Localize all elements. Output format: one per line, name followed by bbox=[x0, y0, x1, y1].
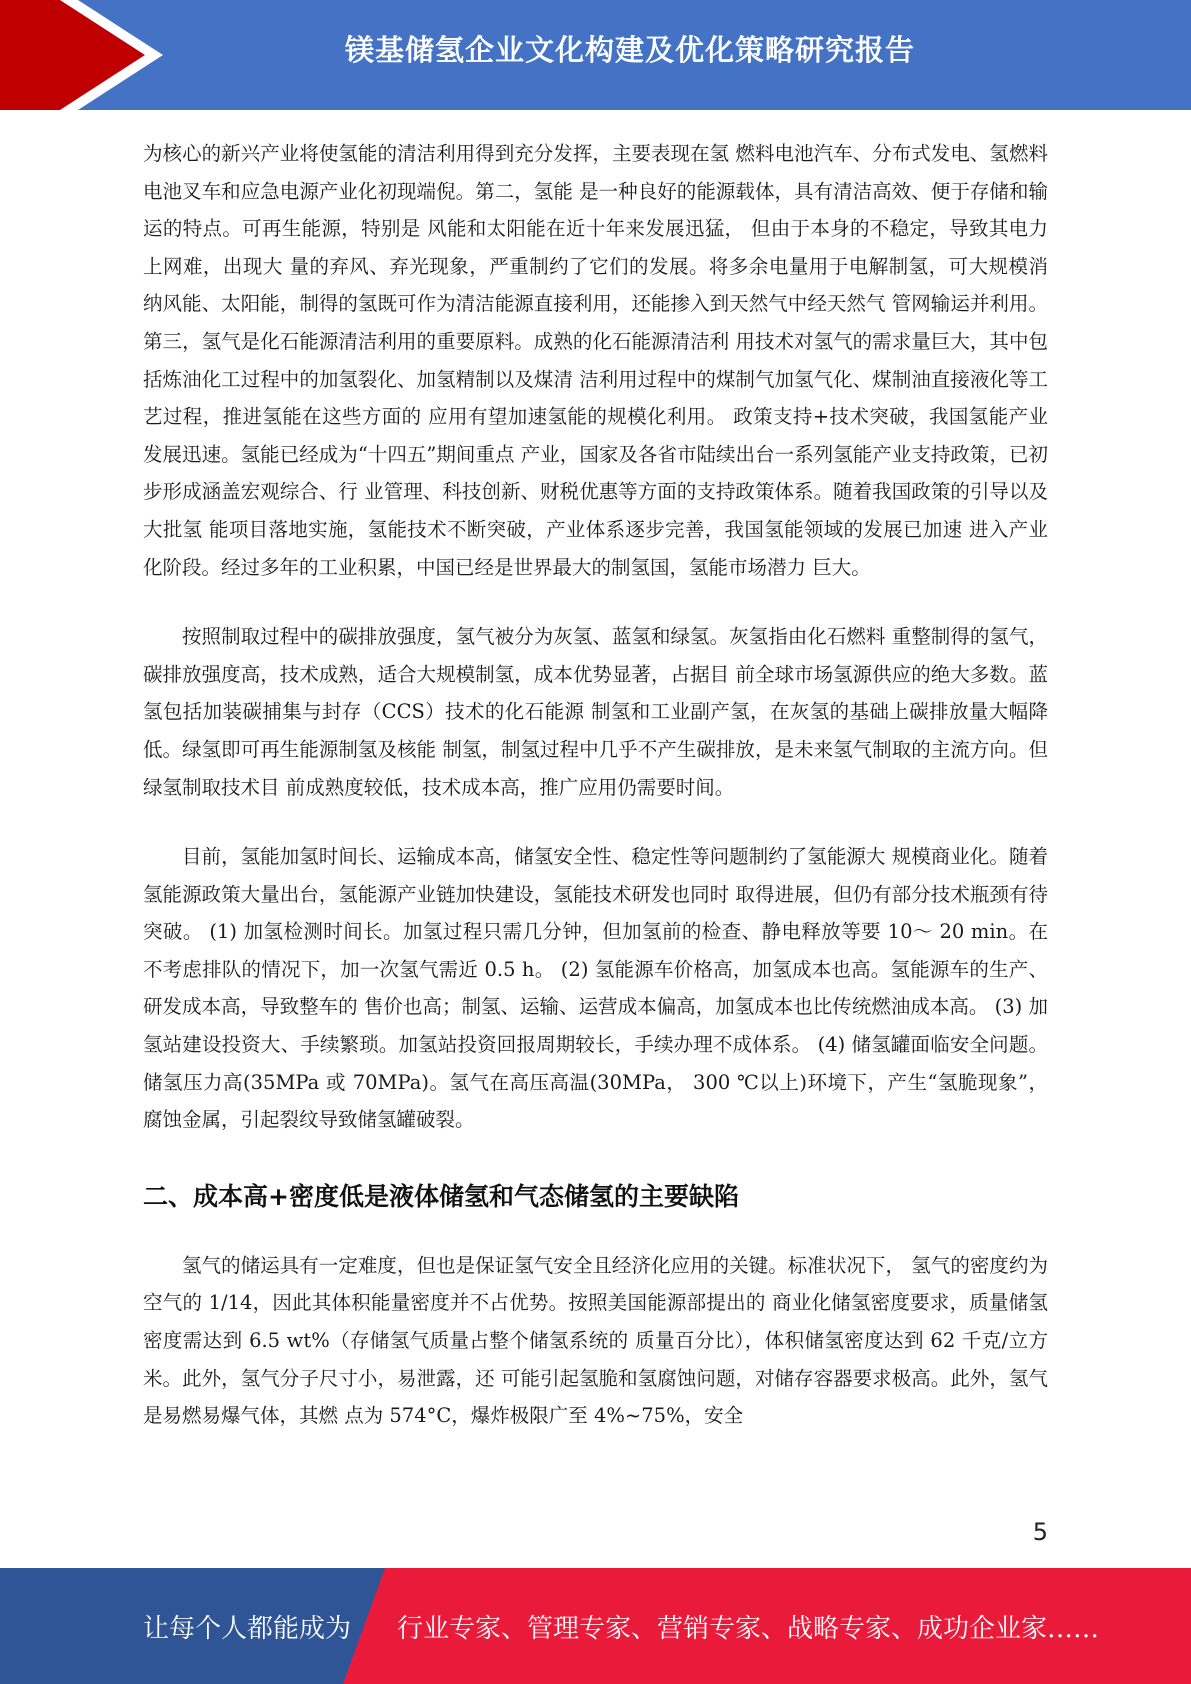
document-title: 镁基储氢企业文化构建及优化策略研究报告 bbox=[344, 33, 915, 67]
footer-slogan-right: 行业专家、管理专家、营销专家、战略专家、成功企业家…… bbox=[397, 1614, 1100, 1644]
body-paragraph-3: 目前，氢能加氢时间长、运输成本高，储氢安全性、稳定性等问题制约了氢能源大 规模商业化。随着氢能源政策大量出台，氢能源产业链加快建设，氢能技术研发也同时 取得进展，但仍有部分技术瓶颈有待突破。 (1) 加氢检测时间长。加氢过程只需几分钟，但加氢前的检查、静电释放等要 10～ 20 min。在不考虑排队的情况下，加一次氢气需近 0.5 h。 (2) 氢能源车价格高，加氢成本也高。氢能源车的生产、研发成本高，导致整车的 售价也高；制氢、运输、运营成本偏高，加氢成本也比传统燃油成本高。 (3) 加氢站建设投资大、手续繁琐。加氢站投资回报周期较长，手续办理不成体系。 (4) 储氢罐面临安全问题。储氢压力高(35MPa 或 70MPa)。氢气在高压高温(30MPa， 300 ℃以上)环境下，产生“氢脆现象”，腐蚀金属，引起裂纹导致储氢罐破裂。 bbox=[143, 845, 1048, 1132]
footer-slogan-left: 让每个人都能成为 bbox=[143, 1614, 352, 1644]
body-paragraph-2: 按照制取过程中的碳排放强度，氢气被分为灰氢、蓝氢和绿氢。灰氢指由化石燃料 重整制得的氢气，碳排放强度高，技术成熟，适合大规模制氢，成本优势显著，占据目 前全球市场氢源供应的绝大多数。蓝氢包括加装碳捕集与封存（CCS）技术的化石能源 制氢和工业副产氢，在灰氢的基础上碳排放量大幅降低。绿氢即可再生能源制氢及核能 制氢，制氢过程中几乎不产生碳排放，是未来氢气制取的主流方向。但绿氢制取技术目 前成熟度较低，技术成本高，推广应用仍需要时间。 bbox=[143, 625, 1048, 799]
document-body bbox=[143, 135, 1048, 1435]
body-paragraph-1: 为核心的新兴产业将使氢能的清洁利用得到充分发挥，主要表现在氢 燃料电池汽车、分布式发电、氢燃料电池叉车和应急电源产业化初现端倪。第二，氢能 是一种良好的能源载体，具有清洁高效、便于存储和输运的特点。可再生能源，特别是 风能和太阳能在近十年来发展迅猛， 但由于本身的不稳定，导致其电力上网难，出现大 量的弃风、弃光现象，严重制约了它们的发展。将多余电量用于电解制氢，可大规模消 纳风能、太阳能，制得的氢既可作为清洁能源直接利用，还能掺入到天然气中经天然气 管网输运并利用。第三，氢气是化石能源清洁利用的重要原料。成熟的化石能源清洁利 用技术对氢气的需求量巨大，其中包括炼油化工过程中的加氢裂化、加氢精制以及煤清 洁利用过程中的煤制气加氢气化、煤制油直接液化等工艺过程，推进氢能在这些方面的 应用有望加速氢能的规模化利用。 政策支持+技术突破，我国氢能产业发展迅速。氢能已经成为“十四五”期间重点 产业，国家及各省市陆续出台一系列氢能产业支持政策，已初步形成涵盖宏观综合、行 业管理、科技创新、财税优惠等方面的支持政策体系。随着我国政策的引导以及大批氢 能项目落地实施，氢能技术不断突破，产业体系逐步完善，我国氢能领域的发展已加速 进入产业化阶段。经过多年的工业积累，中国已经是世界最大的制氢国，氢能市场潜力 巨大。 bbox=[143, 142, 1048, 579]
page-footer bbox=[0, 1568, 1191, 1684]
section-paragraph: 氢气的储运具有一定难度，但也是保证氢气安全且经济化应用的关键。标准状况下， 氢气的密度约为空气的 1/14，因此其体积能量密度并不占优势。按照美国能源部提出的 商业化储氢密度要求，质量储氢密度需达到 6.5 wt%（存储氢气质量占整个储氢系统的 质量百分比），体积储氢密度达到 62 千克/立方米。此外，氢气分子尺寸小，易泄露，还 可能引起氢脆和氢腐蚀问题，对储存容器要求极高。此外，氢气是易燃易爆气体，其燃 点为 574°C，爆炸极限广至 4%~75%，安全 bbox=[143, 1253, 1048, 1428]
page-header bbox=[0, 0, 1191, 110]
page-number: 5 bbox=[1032, 1518, 1048, 1546]
section-heading: 二、成本高+密度低是液体储氢和气态储氢的主要缺陷 bbox=[143, 1181, 739, 1211]
